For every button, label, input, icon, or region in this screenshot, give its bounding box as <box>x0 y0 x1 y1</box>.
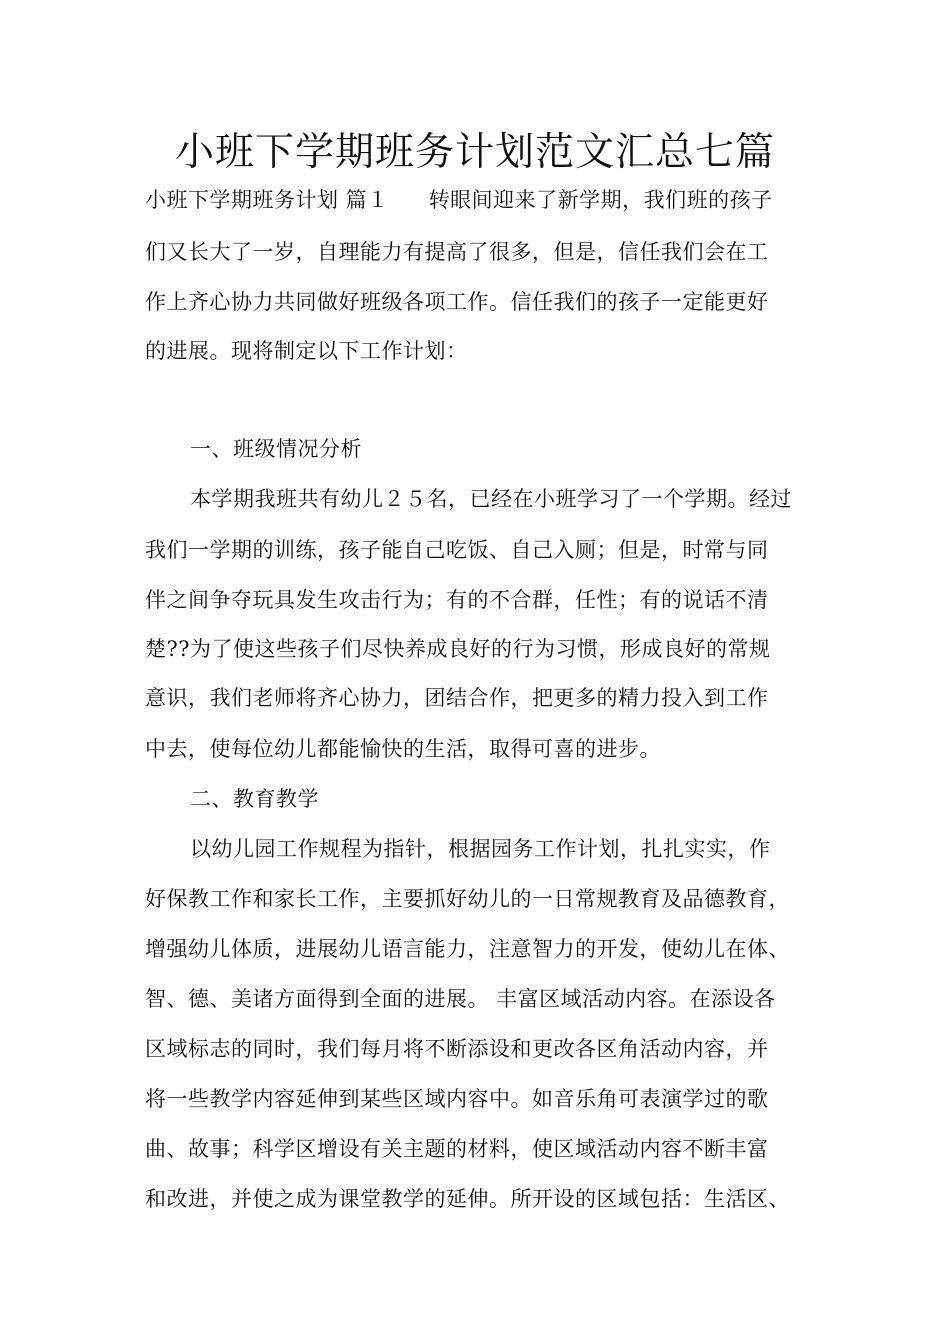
paragraph-line: 本学期我班共有幼儿２５名，已经在小班学习了一个学期。经过 <box>190 487 792 511</box>
section-heading: 一、班级情况分析 <box>190 437 362 461</box>
section-label: 小班下学期班务计划 篇１ <box>145 188 389 212</box>
paragraph-line: 伴之间争夺玩具发生攻击行为；有的不合群，任性；有的说话不清 <box>145 588 769 612</box>
paragraph-line: 好保教工作和家长工作，主要抓好幼儿的一日常规教育及品德教育， <box>145 887 790 911</box>
section-heading: 二、教育教学 <box>190 787 319 811</box>
paragraph-line <box>145 185 825 215</box>
paragraph-line: 和改进，并使之成为课堂教学的延伸。所开设的区域包括：生活区、 <box>145 1187 790 1211</box>
paragraph-line: 中去，使每位幼儿都能愉快的生活，取得可喜的进步。 <box>145 737 661 761</box>
paragraph-line: 以幼儿园工作规程为指针，根据园务工作计划，扎扎实实，作 <box>190 837 771 861</box>
document-title: 小班下学期班务计划范文汇总七篇 <box>174 130 775 175</box>
paragraph-line: 曲、故事；科学区增设有关主题的材料，使区域活动内容不断丰富 <box>145 1137 769 1161</box>
paragraph-text: 转眼间迎来了新学期，我们班的孩子 <box>428 188 773 212</box>
paragraph-line: 意识，我们老师将齐心协力，团结合作，把更多的精力投入到工作 <box>145 686 769 710</box>
paragraph-line: 的进展。现将制定以下工作计划： <box>145 339 468 363</box>
paragraph-line: 楚??为了使这些孩子们尽快养成良好的行为习惯，形成良好的常规 <box>145 637 771 661</box>
paragraph-line: 智、德、美诸方面得到全面的进展。 丰富区域活动内容。在添设各 <box>145 987 776 1011</box>
paragraph-line: 增强幼儿体质，进展幼儿语言能力，注意智力的开发，使幼儿在体、 <box>145 937 790 961</box>
paragraph-line: 将一些教学内容延伸到某些区域内容中。如音乐角可表演学过的歌 <box>145 1087 769 1111</box>
paragraph-line: 作上齐心协力共同做好班级各项工作。信任我们的孩子一定能更好 <box>145 290 769 314</box>
paragraph-line: 们又长大了一岁，自理能力有提高了很多，但是，信任我们会在工 <box>145 240 769 264</box>
paragraph-line: 我们一学期的训练，孩子能自己吃饭、自己入厕；但是，时常与同 <box>145 538 769 562</box>
paragraph-line: 区域标志的同时，我们每月将不断添设和更改各区角活动内容，并 <box>145 1037 769 1061</box>
